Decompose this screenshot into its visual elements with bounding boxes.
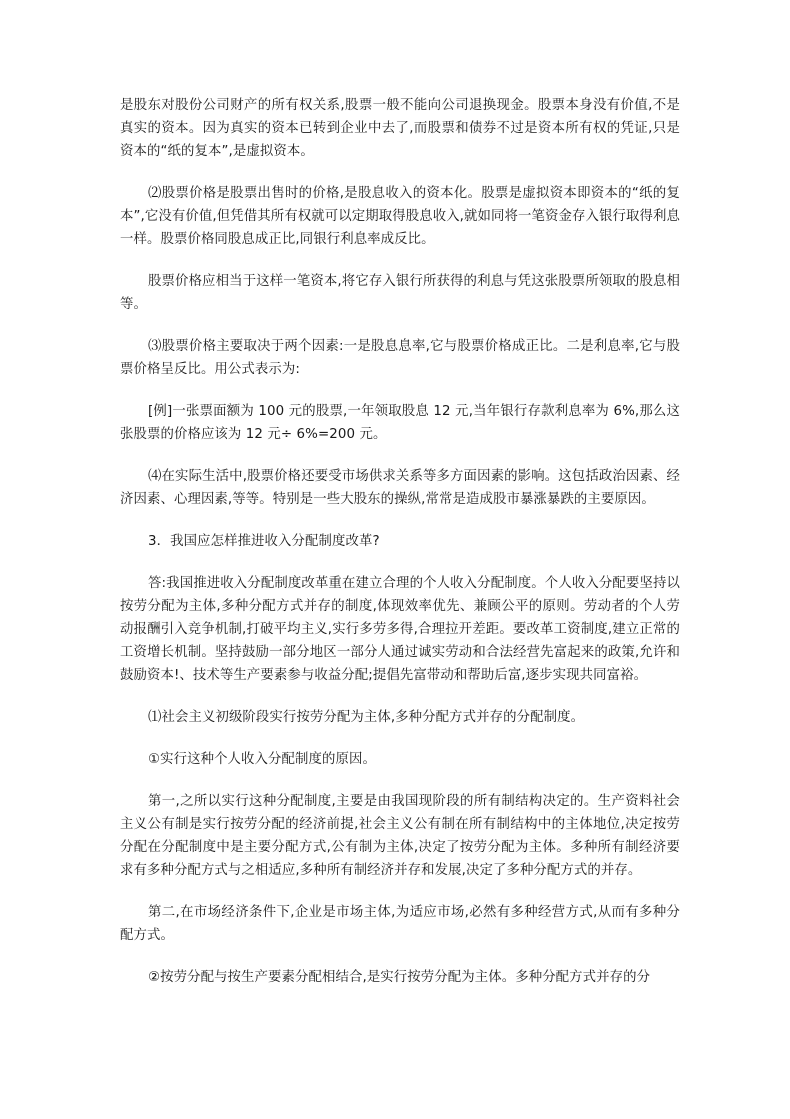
- paragraph-stock-price-equivalence: 股票价格应相当于这样一笔资本,将它存入银行所获得的利息与凭这张股票所领取的股息相等。: [120, 274, 680, 312]
- paragraph-example: [例]一张票面额为 100 元的股票,一年领取股息 12 元,当年银行存款利息率为 6%,那么这张股票的价格应该为 12 元÷ 6%=200 元。: [120, 404, 680, 442]
- paragraph-stock-price-definition: ⑵股票价格是股票出售时的价格,是股息收入的资本化。股票是虚拟资本即资本的“纸的复本”,它没有价值,但凭借其所有权就可以定期取得股息收入,就如同将一笔资金存入银行取得利息一样。股票价格同股息成正比,同银行利息率成反比。: [120, 186, 680, 247]
- paragraph-reason-first: 第一,之所以实行这种分配制度,主要是由我国现阶段的所有制结构决定的。生产资料社会主义公有制是实行按劳分配的经济前提,社会主义公有制在所有制结构中的主体地位,决定按劳分配在分配制度中是主要分配方式,公有制为主体,决定了按劳分配为主体。多种所有制经济要求有多种分配方式与之相适应,多种所有制经济并存和发展,决定了多种分配方式的并存。: [120, 794, 680, 878]
- paragraph-stock-ownership: 是股东对股份公司财产的所有权关系,股票一般不能向公司退换现金。股票本身没有价值,不是真实的资本。因为真实的资本已转到企业中去了,而股票和债券不过是资本所有权的凭证,只是资本的“纸的复本”,是虚拟资本。: [120, 98, 680, 159]
- paragraph-combination: ②按劳分配与按生产要素分配相结合,是实行按劳分配为主体。多种分配方式并存的分: [148, 970, 651, 985]
- paragraph-distribution-system: ⑴社会主义初级阶段实行按劳分配为主体,多种分配方式并存的分配制度。: [148, 710, 585, 725]
- paragraph-market-factors: ⑷在实际生活中,股票价格还要受市场供求关系等多方面因素的影响。这包括政治因素、经济因素、心理因素,等等。特别是一些大股东的操纵,常常是造成股市暴涨暴跌的主要原因。: [120, 469, 680, 507]
- document-page: [120, 94, 680, 1008]
- paragraph-answer: 答:我国推进收入分配制度改革重在建立合理的个人收入分配制度。个人收入分配要坚持以按劳分配为主体,多种分配方式并存的制度,体现效率优先、兼顾公平的原则。劳动者的个人劳动报酬引入竞争机制,打破平均主义,实行多劳多得,合理拉开差距。要改革工资制度,建立正常的工资增长机制。坚持鼓励一部分地区一部分人通过诚实劳动和合法经营先富起来的政策,允许和鼓励资本!、技术等生产要素参与收益分配;提倡先富带动和帮助后富,逐步实现共同富裕。: [120, 576, 680, 683]
- question-heading: 3．我国应怎样推进收入分配制度改革?: [148, 534, 380, 549]
- paragraph-reason-heading: ①实行这种个人收入分配制度的原因。: [148, 752, 376, 767]
- paragraph-stock-price-factors: ⑶股票价格主要取决于两个因素:一是股息息率,它与股票价格成正比。二是利息率,它与股票价格呈反比。用公式表示为:: [120, 339, 680, 377]
- paragraph-reason-second: 第二,在市场经济条件下,企业是市场主体,为适应市场,必然有多种经营方式,从而有多种分配方式。: [120, 905, 680, 943]
